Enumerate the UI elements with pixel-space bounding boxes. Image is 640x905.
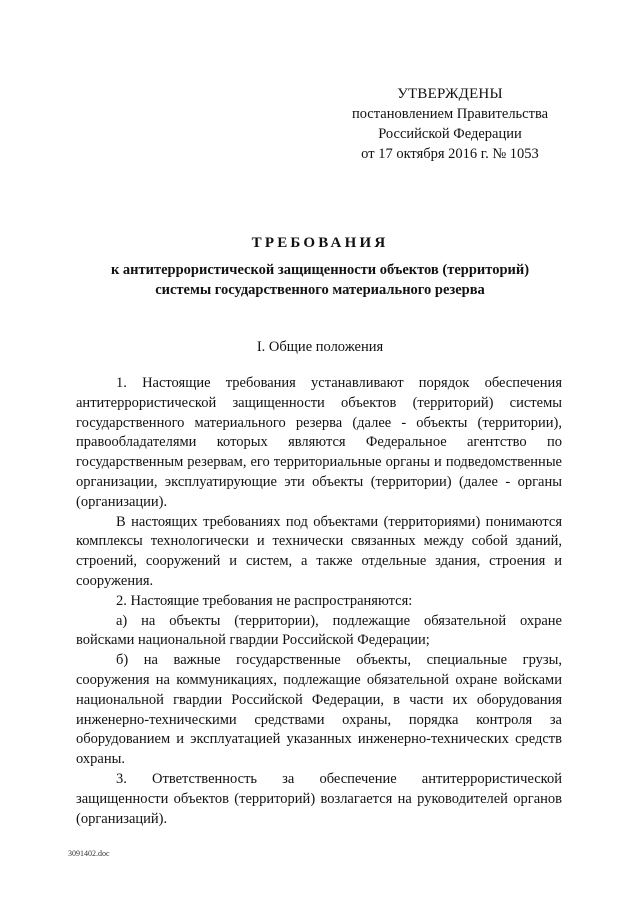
paragraph: 2. Настоящие требования не распространяются:: [116, 592, 413, 609]
approval-date-number: от 17 октября 2016 г. № 1053: [361, 146, 539, 162]
paragraph: а) на объекты (территории), подлежащие обязательной охране войсками национальной гвардии Российской Федерации;: [76, 612, 562, 649]
approval-block: [330, 84, 570, 164]
section-body: [76, 374, 562, 829]
paragraph: б) на важные государственные объекты, специальные грузы, сооружения на коммуникациях, подлежащие обязательной охране войсками национальной гвардии Российской Федерации, в части их оборудования инженерно-техническими средствами охраны, порядка контроля за оборудованием и эксплуатацией указанных инженерно-технических средств охраны.: [76, 652, 562, 768]
subtitle-line-1: к антитеррористической защищенности объектов (территорий): [110, 262, 530, 278]
paragraph: 1. Настоящие требования устанавливают порядок обеспечения антитеррористической защищенности объектов (территорий) системы государственного материального резерва (далее - объекты (территории), правообладателями которых являются Федеральное агентство по государственным резервам, его территориальные органы и подведомственные организации, эксплуатирующие эти объекты (территории) (далее - органы (организации).: [76, 375, 562, 510]
subtitle-line-2: системы государственного материального резерва: [155, 282, 485, 298]
paragraph: В настоящих требованиях под объектами (территориями) понимаются комплексы технологически и технически связанных между собой зданий, строений, сооружений и систем, а также отдельные здания, строения и сооружения.: [76, 513, 562, 589]
approval-heading: УТВЕРЖДЕНЫ: [397, 86, 503, 102]
section-heading: I. Общие положения: [256, 339, 384, 355]
approval-line-1: постановлением Правительства: [351, 106, 549, 122]
document-title: ТРЕБОВАНИЯ: [251, 235, 389, 251]
paragraph: 3. Ответственность за обеспечение антитеррористической защищенности объектов (территорий) возлагается на руководителей органов (организаций).: [76, 770, 562, 827]
approval-line-2: Российской Федерации: [378, 126, 522, 142]
file-name-footer: 3091402.doc: [68, 849, 110, 858]
document-subtitle: [90, 260, 550, 300]
